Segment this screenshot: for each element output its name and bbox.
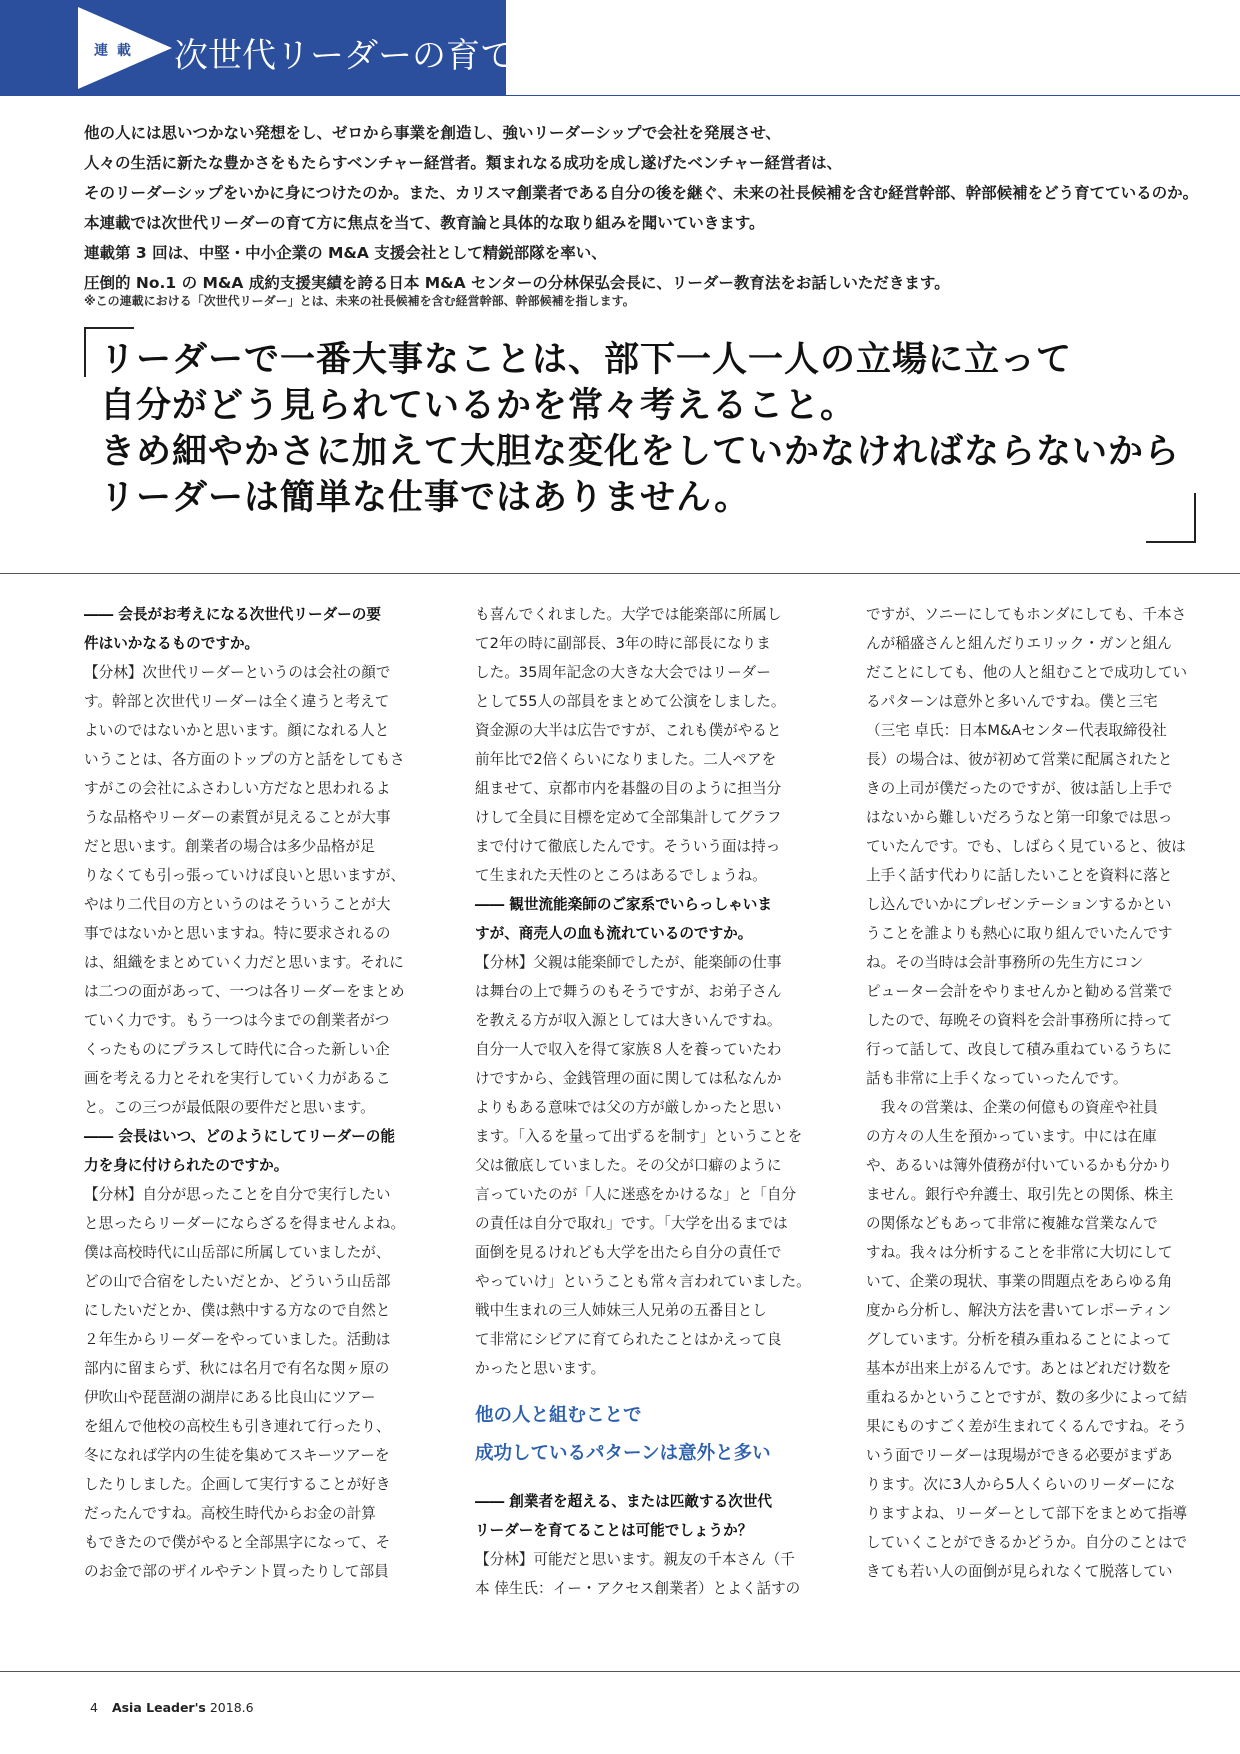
body-line: 【分林】可能だと思います。親友の千本さん（千 <box>475 1551 795 1568</box>
body-line: ます。「入るを量って出ずるを制す」ということを <box>475 1128 803 1145</box>
body-line: うことを誰よりも熱心に取り組んでいたんです <box>866 925 1173 942</box>
intro-block <box>84 118 1214 298</box>
body-line: 冬になれば学内の生徒を集めてスキーツアーを <box>84 1447 390 1464</box>
body-line: どの山で合宿をしたいだとか、どういう山岳部 <box>84 1273 391 1290</box>
body-line: と思ったらリーダーにならざるを得ませんよね。 <box>84 1215 406 1232</box>
body-line: りますよね、リーダーとして部下をまとめて指導 <box>866 1505 1188 1522</box>
bracket-corner <box>1146 541 1196 543</box>
body-line: ていく力です。もう一つは今までの創業者がつ <box>84 1012 390 1029</box>
body-line: 戦中生まれの三人姉妹三人兄弟の五番目とし <box>475 1302 767 1319</box>
body-line: のお金で部のザイルやテント買ったりして部員 <box>84 1563 389 1580</box>
body-line: て2年の時に副部長、3年の時に部長になりま <box>475 635 771 652</box>
body-line: やっていけ」ということも常々言われていました。 <box>475 1273 811 1290</box>
body-line: し込んでいかにプレゼンテーションするかとい <box>866 896 1172 913</box>
question-line: リーダーを育てることは可能でしょうか？ <box>475 1522 753 1539</box>
question-line: ―― 会長がお考えになる次世代リーダーの要 <box>84 606 381 623</box>
body-line: 画を考える力とそれを実行していく力があるこ <box>84 1070 391 1087</box>
body-line: を教える方が収入源としては大きいんですね。 <box>475 1012 782 1029</box>
lead-quote <box>84 327 1196 543</box>
page-number: 4 <box>90 1700 98 1715</box>
body-line: けですから、金銭管理の面に関しては私なんか <box>475 1070 782 1087</box>
section-heading-line: 他の人と組むことで <box>475 1405 642 1426</box>
question-line: ―― 観世流能楽師のご家系でいらっしゃいま <box>475 896 772 913</box>
body-line: 僕は高校時代に山岳部に所属していましたが、 <box>84 1244 391 1261</box>
article-column-2 <box>475 600 811 1603</box>
spacer <box>475 1383 807 1397</box>
bracket-corner <box>1194 493 1196 543</box>
body-line: 我々の営業は、企業の何億もの資産や社員 <box>866 1099 1158 1116</box>
body-line: ピューター会計をやりませんかと勧める営業で <box>866 983 1173 1000</box>
body-line: て生まれた天性のところはあるでしょうね。 <box>475 867 767 884</box>
body-line: 言っていたのが「人に迷惑をかけるな」と「自分 <box>475 1186 797 1203</box>
body-line: は舞台の上で舞うのもそうですが、お弟子さん <box>475 983 782 1000</box>
page-footer <box>90 1700 254 1715</box>
body-line: 話も非常に上手くなっていったんです。 <box>866 1070 1128 1087</box>
bracket-corner <box>84 327 134 329</box>
lead-line: リーダーは簡単な仕事ではありません。 <box>100 478 751 518</box>
body-line: と。この三つが最低限の要件だと思います。 <box>84 1099 375 1116</box>
question-line: 力を身に付けられたのですか。 <box>84 1157 289 1174</box>
body-line: グしています。分析を積み重ねることによって <box>866 1331 1172 1348</box>
body-line: もできたので僕がやると全部黒字になって、そ <box>84 1534 391 1551</box>
body-line: も喜んでくれました。大学では能楽部に所属し <box>475 606 782 623</box>
body-line: 前年比で2倍くらいになりました。二人ペアを <box>475 751 777 768</box>
body-line: ていたんです。でも、しばらく見ていると、彼は <box>866 838 1186 855</box>
body-line: すね。我々は分析することを非常に大切にして <box>866 1244 1173 1261</box>
body-line: 伊吹山や琵琶湖の湖岸にある比良山にツアー <box>84 1389 376 1406</box>
body-line: 事ではないかと思いますね。特に要求されるの <box>84 925 391 942</box>
body-line: きの上司が僕だったのですが、彼は話し上手で <box>866 780 1173 797</box>
question-line: ―― 会長はいつ、どのようにしてリーダーの能 <box>84 1128 395 1145</box>
lead-line: リーダーで一番大事なことは、部下一人一人の立場に立って <box>100 340 1073 380</box>
body-line: いうことは、各方面のトップの方と話をしてもさ <box>84 751 405 768</box>
body-line: した。35周年記念の大きな大会ではリーダー <box>475 664 771 681</box>
spacer <box>475 1473 807 1487</box>
question-line: すが、商売人の血も流れているのですか。 <box>475 925 753 942</box>
body-line: の方々の人生を預かっています。中には在庫 <box>866 1128 1157 1145</box>
body-line: いて、企業の現状、事業の問題点をあらゆる角 <box>866 1273 1173 1290</box>
body-line: だと思います。創業者の場合は多少品格が足 <box>84 838 375 855</box>
intro-line: 圧倒的 No.1 の M&A 成約支援実績を誇る日本 M&A センターの分林保弘会長に、リーダー教育法をお話しいただきます。 <box>84 274 950 292</box>
body-line: きても若い人の面倒が見られなくて脱落してい <box>866 1563 1173 1580</box>
issue-date: 2018.6 <box>209 1700 254 1715</box>
body-line: 面倒を見るけれども大学を出たら自分の責任で <box>475 1244 782 1261</box>
body-line: ません。銀行や弁護士、取引先との関係、株主 <box>866 1186 1174 1203</box>
magazine-name: Asia Leader's <box>111 1700 206 1715</box>
body-line: 行って話して、改良して積み重ねているうちに <box>866 1041 1172 1058</box>
divider <box>0 1671 1240 1672</box>
body-line: を組んで他校の高校生も引き連れて行ったり、 <box>84 1418 391 1435</box>
divider <box>0 573 1240 574</box>
body-line: ね。その当時は会計事務所の先生方にコン <box>866 954 1144 971</box>
body-line: まで付けて徹底したんです。そういう面は持っ <box>475 838 781 855</box>
body-line: 上手く話す代わりに話したいことを資料に落と <box>866 867 1173 884</box>
body-line: として55人の部員をまとめて公演をしました。 <box>475 693 786 710</box>
body-line: や、あるいは簿外債務が付いているかも分かり <box>866 1157 1173 1174</box>
body-line: 【分林】次世代リーダーというのは会社の顔で <box>84 664 391 681</box>
lead-line: 自分がどう見られているかを常々考えること。 <box>100 386 857 426</box>
body-line: 【分林】自分が思ったことを自分で実行したい <box>84 1186 391 1203</box>
body-line: よいのではないかと思います。顔になれる人と <box>84 722 390 739</box>
body-line: していくことができるかどうか。自分のことはで <box>866 1534 1188 1551</box>
body-line: 組ませて、京都市内を碁盤の目のように担当分 <box>475 780 782 797</box>
body-line: だことにしても、他の人と組むことで成功してい <box>866 664 1188 681</box>
intro-line: 連載第 3 回は、中堅・中小企業の M&A 支援会社として精鋭部隊を率い、 <box>84 244 607 262</box>
body-line: 果にものすごく差が生まれてくるんですね。そう <box>866 1418 1188 1435</box>
intro-line: そのリーダーシップをいかに身につけたのか。また、カリスマ創業者である自分の後を継ぐ、未来の社長候補を含む経営幹部、幹部候補をどう育てているのか。 <box>84 184 1199 202</box>
body-line: 資金源の大半は広告ですが、これも僕がやると <box>475 722 782 739</box>
lead-text <box>100 337 1180 521</box>
body-line: 部内に留まらず、秋には名月で有名な関ヶ原の <box>84 1360 390 1377</box>
series-title: 次世代リーダーの育て方 <box>174 36 548 76</box>
intro-note: ※この連載における「次世代リーダー」とは、未来の社長候補を含む経営幹部、幹部候補を指します。 <box>84 294 635 308</box>
body-line: す。幹部と次世代リーダーは全く違うと考えて <box>84 693 390 710</box>
intro-line: 他の人には思いつかない発想をし、ゼロから事業を創造し、強いリーダーシップで会社を発展させ、 <box>84 124 781 142</box>
body-line: 父は徹底していました。その父が口癖のように <box>475 1157 782 1174</box>
body-line: 重ねるかということですが、数の多少によって結 <box>866 1389 1188 1406</box>
body-line: 度から分析し、解決方法を書いてレポーティン <box>866 1302 1172 1319</box>
article-column-1 <box>84 600 416 1586</box>
bracket-corner <box>84 327 86 377</box>
body-line: いう面でリーダーは現場ができる必要がまずあ <box>866 1447 1173 1464</box>
body-line: んが稲盛さんと組んだりエリック・ガンと組ん <box>866 635 1172 652</box>
article-column-3 <box>866 600 1198 1586</box>
body-line: 基本が出来上がるんです。あとはどれだけ数を <box>866 1360 1172 1377</box>
body-line: ２年生からリーダーをやっていました。活動は <box>84 1331 391 1348</box>
body-line: （三宅 卓氏：日本M&Aセンター代表取締役社 <box>866 722 1167 739</box>
body-line: て非常にシビアに育てられたことはかえって良 <box>475 1331 782 1348</box>
body-line: くったものにプラスして時代に合った新しい企 <box>84 1041 390 1058</box>
body-line: したので、毎晩その資料を会計事務所に持って <box>866 1012 1173 1029</box>
body-line: かったと思います。 <box>475 1360 606 1377</box>
intro-line: 人々の生活に新たな豊かさをもたらすベンチャー経営者。類まれなる成功を成し遂げたベンチャー経営者は、 <box>84 154 842 172</box>
body-line: りなくても引っ張っていけば良いと思いますが、 <box>84 867 406 884</box>
body-line: 【分林】父親は能楽師でしたが、能楽師の仕事 <box>475 954 782 971</box>
body-line: したりしました。企画して実行することが好き <box>84 1476 391 1493</box>
lead-line: きめ細やかさに加えて大胆な変化をしていかなければならないから <box>100 432 1181 472</box>
body-line: よりもある意味では父の方が厳しかったと思い <box>475 1099 782 1116</box>
body-line: 長）の場合は、彼が初めて営業に配属されたと <box>866 751 1173 768</box>
body-line: は、組織をまとめていく力だと思います。それに <box>84 954 404 971</box>
intro-line: 本連載では次世代リーダーの育て方に焦点を当て、教育論と具体的な取り組みを聞いていきます。 <box>84 214 765 232</box>
question-line: ―― 創業者を超える、または匹敵する次世代 <box>475 1493 772 1510</box>
body-line: はないから難しいだろうなと第一印象では思っ <box>866 809 1173 826</box>
series-tag: 連 載 <box>94 43 133 59</box>
body-line: けして全員に目標を定めて全部集計してグラフ <box>475 809 782 826</box>
body-line: ります。次に3人から5人くらいのリーダーにな <box>866 1476 1176 1493</box>
body-line: るパターンは意外と多いんですね。僕と三宅 <box>866 693 1158 710</box>
section-heading-line: 成功しているパターンは意外と多い <box>475 1443 771 1464</box>
body-line: すがこの会社にふさわしい方だなと思われるよ <box>84 780 391 797</box>
question-line: 件はいかなるものですか。 <box>84 635 260 652</box>
body-line: ですが、ソニーにしてもホンダにしても、千本さ <box>866 606 1187 623</box>
body-line: やはり二代目の方というのはそういうことが大 <box>84 896 391 913</box>
body-line: にしたいだとか、僕は熱中する方なので自然と <box>84 1302 391 1319</box>
body-line: の責任は自分で取れ」です。「大学を出るまでは <box>475 1215 788 1232</box>
body-line: 自分一人で収入を得て家族８人を養っていたわ <box>475 1041 782 1058</box>
body-line: は二つの面があって、一つは各リーダーをまとめ <box>84 983 405 1000</box>
header-rule <box>506 95 1240 96</box>
body-line: 本 倖生氏：イー・アクセス創業者）とよく話すの <box>475 1580 801 1597</box>
body-line: の関係などもあって非常に複雑な営業なんで <box>866 1215 1158 1232</box>
body-line: うな品格やリーダーの素質が見えることが大事 <box>84 809 391 826</box>
body-line: だったんですね。高校生時代からお金の計算 <box>84 1505 376 1522</box>
